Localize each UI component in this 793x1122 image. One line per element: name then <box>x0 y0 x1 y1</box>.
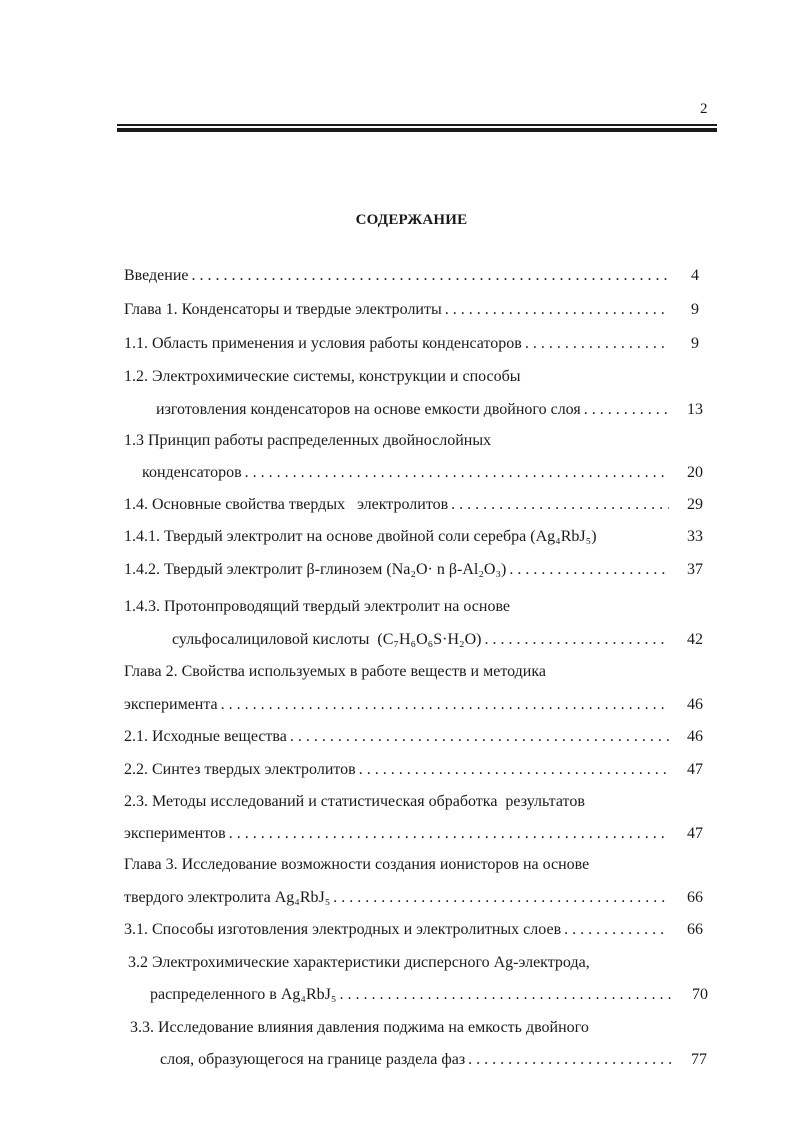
toc-leader-dots <box>448 495 669 515</box>
toc-entry <box>124 560 703 580</box>
toc-entry <box>124 824 703 844</box>
toc-entry-page: 29 <box>687 496 703 513</box>
toc-entry-first-line: 1.2. Электрохимические системы, конструкции и способы <box>124 368 521 385</box>
toc-entry-page: 4 <box>691 267 699 284</box>
toc-entry-page: 42 <box>687 631 703 648</box>
toc-entry <box>172 630 703 650</box>
toc-entry <box>124 300 699 320</box>
toc-entry <box>160 1050 707 1070</box>
toc-entry-page: 66 <box>687 921 703 938</box>
toc-entry-page: 37 <box>687 561 703 578</box>
toc-leader-dots <box>218 695 669 715</box>
toc-leader-dots <box>465 1050 671 1070</box>
toc-entry-text: Введение <box>124 267 189 284</box>
toc-leader-dots <box>242 463 669 483</box>
toc-entry <box>124 888 703 908</box>
toc-entry <box>156 400 703 420</box>
toc-entry-page: 47 <box>687 825 703 842</box>
toc-entry-text: твердого электролита Ag₄RbJ₅ <box>124 889 331 906</box>
toc-entry-text: 2.1. Исходные вещества <box>124 728 287 745</box>
toc-entry-text: Глава 1. Конденсаторы и твердые электролиты <box>124 301 442 318</box>
toc-entry-text: распределенного в Ag₄RbJ₅ <box>150 986 337 1003</box>
toc-entry <box>142 463 703 483</box>
toc-entry-page: 47 <box>687 761 703 778</box>
toc-entry-first-line: Глава 2. Свойства используемых в работе веществ и методика <box>124 663 546 680</box>
toc-leader-dots <box>522 334 669 354</box>
toc-entry <box>124 695 703 715</box>
toc-entry-first-line: 1.4.3. Протонпроводящий твердый электролит на основе <box>124 598 511 615</box>
toc-entry-text: конденсаторов <box>142 464 242 481</box>
toc-leader-dots <box>356 760 669 780</box>
toc-entry-text: сульфосалициловой кислоты (C₇H₆O₆S·H₂O) <box>172 631 482 648</box>
toc-entry <box>124 495 703 515</box>
toc-entry-text: 1.4. Основные свойства твердых электролитов <box>124 496 449 513</box>
toc-entry-text: 2.2. Синтез твердых электролитов <box>124 761 356 778</box>
toc-entry <box>124 266 699 286</box>
toc-entry-page: 33 <box>687 528 703 545</box>
toc-entry-first-line: 2.3. Методы исследований и статистическая обработка результатов <box>124 793 585 810</box>
toc-leader-dots <box>561 920 669 940</box>
toc-entry <box>124 527 703 547</box>
toc-entry-page: 70 <box>692 986 708 1003</box>
toc-entry-page: 77 <box>691 1051 707 1068</box>
toc-entry <box>124 727 703 747</box>
toc-entry-first-line: Глава 3. Исследование возможности создания ионисторов на основе <box>124 856 590 873</box>
toc-entry-text: 3.1. Способы изготовления электродных и электролитных слоев <box>124 921 562 938</box>
toc-entry-text: 1.1. Область применения и условия работы конденсаторов <box>124 335 522 352</box>
toc-entry-page: 46 <box>687 728 703 745</box>
toc-entry-first-line: 1.3 Принцип работы распределенных двойнослойных <box>124 432 492 449</box>
toc-entry <box>124 334 699 354</box>
page-number: 2 <box>700 101 708 117</box>
toc-leader-dots <box>336 985 672 1005</box>
toc-leader-dots <box>189 266 670 286</box>
toc-entry-page: 9 <box>691 335 699 352</box>
toc-entry <box>124 760 703 780</box>
toc-entry-text: 1.4.1. Твердый электролит на основе двойной соли серебра (Ag₄RbJ₅) <box>124 528 597 545</box>
toc-leader-dots <box>506 560 669 580</box>
toc-entry-first-line: 3.3. Исследование влияния давления поджима на емкость двойного <box>130 1019 589 1036</box>
toc-leader-dots <box>226 824 669 844</box>
toc-title: СОДЕРЖАНИЕ <box>355 212 468 228</box>
toc-leader-dots <box>481 630 669 650</box>
toc-entry-text: эксперимента <box>124 696 218 713</box>
toc-entry-page: 20 <box>687 464 703 481</box>
toc-entry <box>150 985 708 1005</box>
toc-entry-page: 9 <box>691 301 699 318</box>
toc-entry-text: экспериментов <box>124 825 226 842</box>
toc-entry-text: 1.4.2. Твердый электролит β-глинозем (Na₂O· n β-Al₂O₃) <box>124 561 507 578</box>
toc-entry-page: 46 <box>687 696 703 713</box>
toc-leader-dots <box>287 727 669 747</box>
toc-leader-dots <box>330 888 669 908</box>
toc-entry-page: 13 <box>687 401 703 418</box>
toc-entry-text: изготовления конденсаторов на основе емкости двойного слоя <box>156 401 581 418</box>
toc-entry-page: 66 <box>687 889 703 906</box>
toc-leader-dots <box>581 400 669 420</box>
toc-entry-first-line: 3.2 Электрохимические характеристики дисперсного Ag-электрода, <box>128 954 590 971</box>
toc-leader-dots <box>442 300 669 320</box>
toc-entry-text: слоя, образующегося на границе раздела фаз <box>160 1051 466 1068</box>
toc-entry <box>124 920 703 940</box>
